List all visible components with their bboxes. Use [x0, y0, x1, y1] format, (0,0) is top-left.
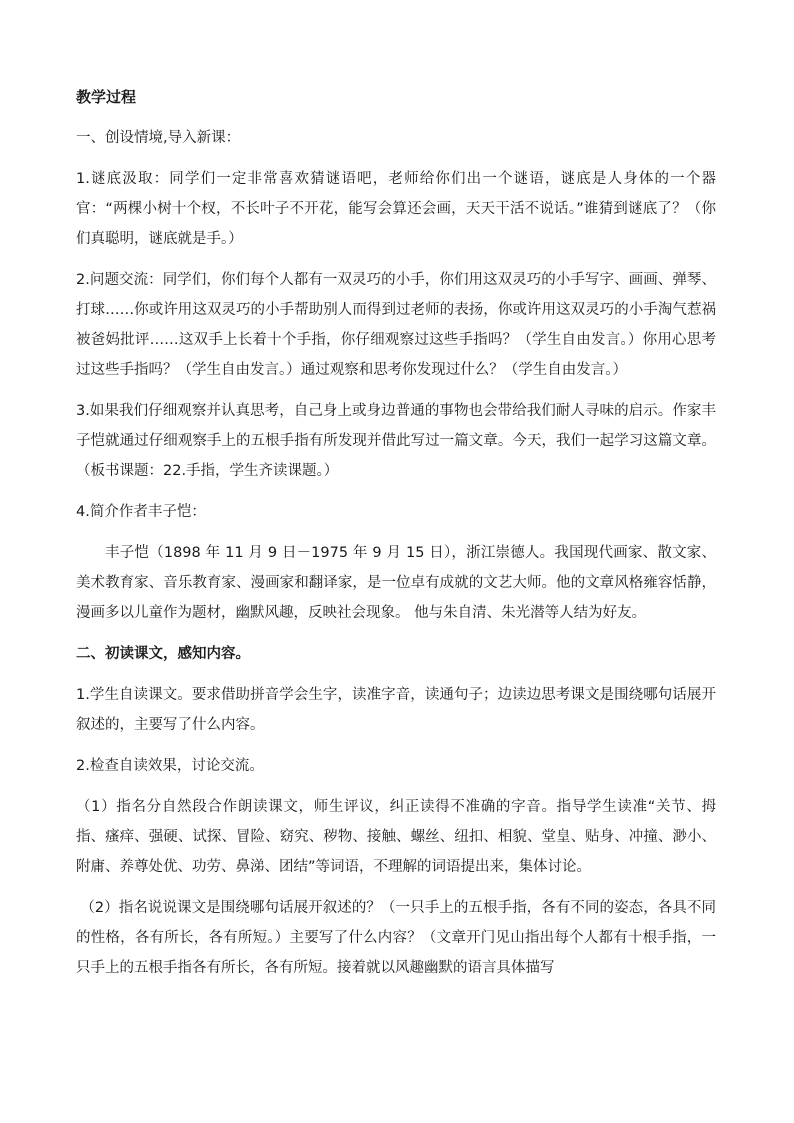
section-1-paragraph-2: 2.问题交流：同学们，你们每个人都有一双灵巧的小手，你们用这双灵巧的小手写字、画画、弹琴、打球……你或许用这双灵巧的小手帮助别人而得到过老师的表扬，你或许用这双灵巧的小手淘气惹祸被爸妈批评……这双手上长着十个手指，你仔细观察过这些手指吗？（学生自由发言。）你用心思考过这些手指吗？（学生自由发言。）通过观察和思考你发现过什么？（学生自由发言。）: [76, 272, 716, 378]
section-1-paragraph-1: 1.谜底汲取：同学们一定非常喜欢猜谜语吧，老师给你们出一个谜语，谜底是人身体的一个器官：“两棵小树十个杈，不长叶子不开花，能写会算还会画，天天干活不说话。”谁猜到谜底了？（你们真聪明，谜底就是手。）: [76, 171, 716, 247]
section-1-heading: 一、创设情境,导入新课：: [76, 130, 241, 146]
section-1-paragraph-4: 4.简介作者丰子恺：: [76, 504, 206, 520]
section-2-paragraph-2: 2.检查自读效果，讨论交流。: [76, 758, 264, 774]
section-2-paragraph-4: （2）指名说说课文是围绕哪句话展开叙述的？（一只手上的五根手指，各有不同的姿态，各具不同的性格，各有所长，各有所短。）主要写了什么内容？（文章开门见山指出每个人都有十根手指，一只手上的五根手指各有所长，各有所短。接着就以风趣幽默的语言具体描写: [76, 900, 716, 976]
section-2-paragraph-3: （1）指名分自然段合作朗读课文，师生评议，纠正读得不准确的字音。指导学生读准“关节、拇指、瘙痒、强硬、试探、冒险、窈究、秽物、接触、螺丝、纽扣、相貌、堂皇、贴身、冲撞、渺小、附庸、养尊处优、功劳、鼻涕、团结”等词语，不理解的词语提出来，集体讨论。: [76, 799, 716, 875]
section-2-heading: 二、初读课文，感知内容。: [76, 646, 250, 662]
section-2-paragraph-1: 1.学生自读课文。要求借助拼音学会生字，读准字音，读通句子；边读边思考课文是围绕哪句话展开叙述的，主要写了什么内容。: [76, 687, 716, 733]
document-title: 教学过程: [76, 88, 137, 106]
author-introduction: 丰子恺（1898 年 11 月 9 日－1975 年 9 月 15 日），浙江崇德人。我国现代画家、散文家、美术教育家、音乐教育家、漫画家和翻译家，是一位卓有成就的文艺大师。他的文章风格雍容恬静，漫画多以儿童作为题材，幽默风趣，反映社会现象。 他与朱自清、朱光潜等人结为好友。: [76, 545, 716, 621]
section-1-paragraph-3: 3.如果我们仔细观察并认真思考，自己身上或身边普通的事物也会带给我们耐人寻味的启示。作家丰子恺就通过仔细观察手上的五根手指有所发现并借此写过一篇文章。今天，我们一起学习这篇文章。（板书课题：22.手指，学生齐读课题。）: [76, 403, 716, 479]
